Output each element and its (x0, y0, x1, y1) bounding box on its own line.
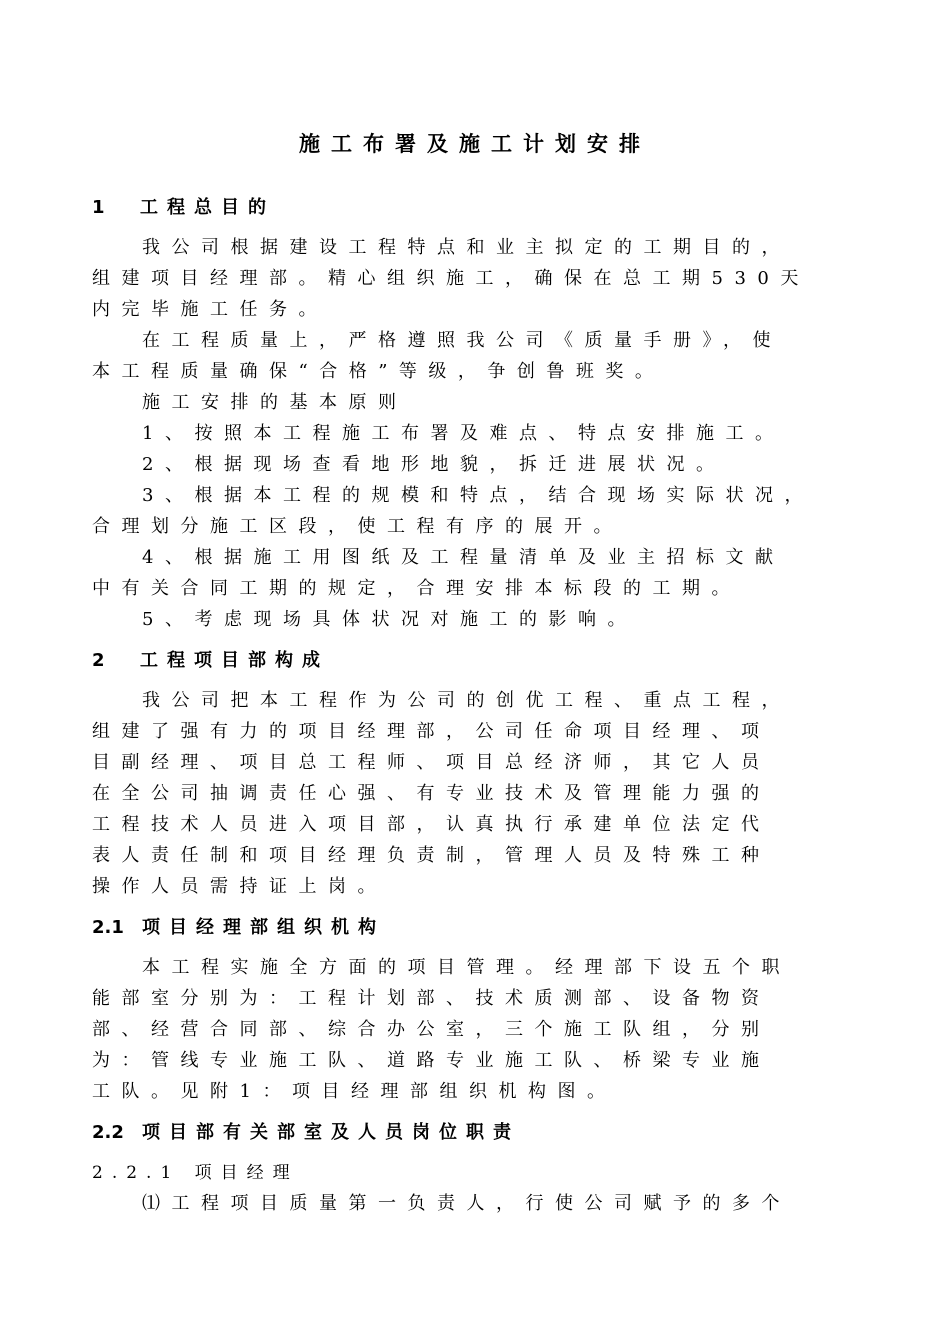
paragraph-line: 为：管线专业施工队、道路专业施工队、桥梁专业施 (92, 1050, 771, 1071)
paragraph-line: 内完毕施工任务。 (92, 299, 328, 320)
section-title: 工程总目的 (140, 197, 275, 218)
paragraph-line: 合理划分施工区段，使工程有序的展开。 (92, 516, 623, 537)
section-title: 项目经理部组织机构 (142, 917, 385, 938)
paragraph-line: 施工安排的基本原则 (142, 392, 408, 413)
paragraph-line: 1、按照本工程施工布署及难点、特点安排施工。 (142, 423, 785, 444)
paragraph-line: 目副经理、项目总工程师、项目总经济师，其它人员 (92, 752, 771, 773)
section-2-2-heading (92, 1118, 520, 1144)
section-title: 项目部有关部室及人员岗位职责 (142, 1122, 520, 1143)
section-1-heading (92, 193, 275, 219)
paragraph-line: 操作人员需持证上岗。 (92, 876, 387, 897)
paragraph-line: 能部室分别为：工程计划部、技术质测部、设备物资 (92, 988, 771, 1009)
paragraph-line: 组建项目经理部。精心组织施工，确保在总工期530天 (92, 268, 810, 289)
paragraph-line: 本工程实施全方面的项目管理。经理部下设五个职 (142, 957, 791, 978)
paragraph-line: 5、考虑现场具体状况对施工的影响。 (142, 609, 637, 630)
paragraph-line: ⑴工程项目质量第一负责人，行使公司赋予的多个 (142, 1193, 791, 1214)
paragraph-line: 3、根据本工程的规模和特点，结合现场实际状况， (142, 485, 814, 506)
paragraph-line: 工程技术人员进入项目部，认真执行承建单位法定代 (92, 814, 771, 835)
paragraph-line: 在全公司抽调责任心强、有专业技术及管理能力强的 (92, 783, 771, 804)
section-number: 2.2 (92, 1122, 124, 1143)
subsection-2-2-1-heading: 2.2.1 项目经理 (92, 1163, 299, 1183)
paragraph-line: 表人责任制和项目经理负责制，管理人员及特殊工种 (92, 845, 771, 866)
paragraph-line: 本工程质量确保“合格”等级，争创鲁班奖。 (92, 361, 665, 382)
paragraph-line: 我公司根据建设工程特点和业主拟定的工期目的， (142, 237, 791, 258)
section-number: 2.1 (92, 917, 124, 938)
paragraph-line: 部、经营合同部、综合办公室，三个施工队组，分别 (92, 1019, 771, 1040)
section-number: 1 (92, 197, 105, 218)
section-number: 2 (92, 650, 105, 671)
paragraph-line: 2、根据现场查看地形地貌，拆迁进展状况。 (142, 454, 726, 475)
page-title: 施工布署及施工计划安排 (299, 132, 651, 156)
section-2-heading (92, 646, 329, 672)
paragraph-line: 中有关合同工期的规定，合理安排本标段的工期。 (92, 578, 741, 599)
paragraph-line: 工队。见附1：项目经理部组织机构图。 (92, 1081, 617, 1102)
section-2-1-heading (92, 913, 385, 939)
paragraph-line: 组建了强有力的项目经理部，公司任命项目经理、项 (92, 721, 771, 742)
paragraph-line: 4、根据施工用图纸及工程量清单及业主招标文献 (142, 547, 785, 568)
paragraph-line: 我公司把本工程作为公司的创优工程、重点工程， (142, 690, 791, 711)
section-title: 工程项目部构成 (140, 650, 329, 671)
paragraph-line: 在工程质量上，严格遵照我公司《质量手册》，使 (142, 330, 782, 351)
